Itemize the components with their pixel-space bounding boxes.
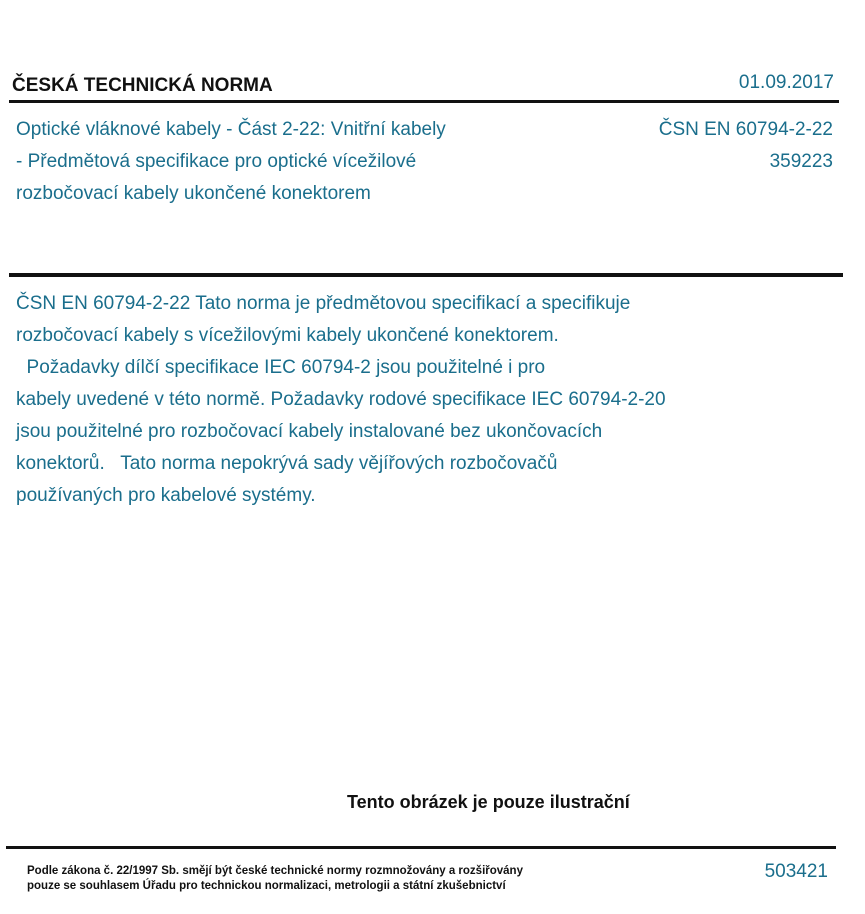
legal-line: pouze se souhlasem Úřadu pro technickou normalizaci, metrologii a státní zkušebnictví bbox=[27, 880, 506, 892]
document-heading: ČESKÁ TECHNICKÁ NORMA bbox=[12, 75, 273, 96]
abstract-text bbox=[16, 288, 776, 512]
legal-notice bbox=[27, 864, 523, 894]
standard-title-line: Optické vláknové kabely - Část 2-22: Vnitřní kabely bbox=[16, 119, 446, 140]
standard-title-line: - Předmětová specifikace pro optické vícežilové bbox=[16, 151, 417, 172]
bottom-divider bbox=[6, 846, 836, 849]
middle-divider bbox=[9, 273, 843, 277]
issue-date: 01.09.2017 bbox=[738, 72, 834, 93]
catalog-number: 503421 bbox=[764, 861, 828, 882]
abstract-line: rozbočovací kabely s vícežilovými kabely ukončené konektorem. bbox=[16, 325, 559, 346]
classification-code: 359223 bbox=[769, 151, 833, 172]
abstract-line: kabely uvedené v této normě. Požadavky rodové specifikace IEC 60794-2-20 bbox=[16, 389, 666, 410]
abstract-line: jsou použitelné pro rozbočovací kabely instalované bez ukončovacích bbox=[16, 421, 603, 442]
standard-codes bbox=[659, 114, 833, 178]
top-divider bbox=[9, 100, 839, 103]
standard-title-line: rozbočovací kabely ukončené konektorem bbox=[16, 183, 371, 204]
abstract-line: používaných pro kabelové systémy. bbox=[16, 485, 316, 506]
standard-title bbox=[16, 114, 536, 210]
abstract-line: Požadavky dílčí specifikace IEC 60794-2 jsou použitelné i pro bbox=[16, 357, 546, 378]
legal-line: Podle zákona č. 22/1997 Sb. smějí být české technické normy rozmnožovány a rozšiřovány bbox=[27, 865, 523, 877]
standard-designation: ČSN EN 60794-2-22 bbox=[658, 119, 833, 140]
abstract-line: ČSN EN 60794-2-22 Tato norma je předmětovou specifikací a specifikuje bbox=[16, 293, 631, 314]
abstract-line: konektorů. Tato norma nepokrývá sady vějířových rozbočovačů bbox=[16, 453, 558, 474]
illustrative-notice: Tento obrázek je pouze ilustrační bbox=[347, 792, 630, 812]
